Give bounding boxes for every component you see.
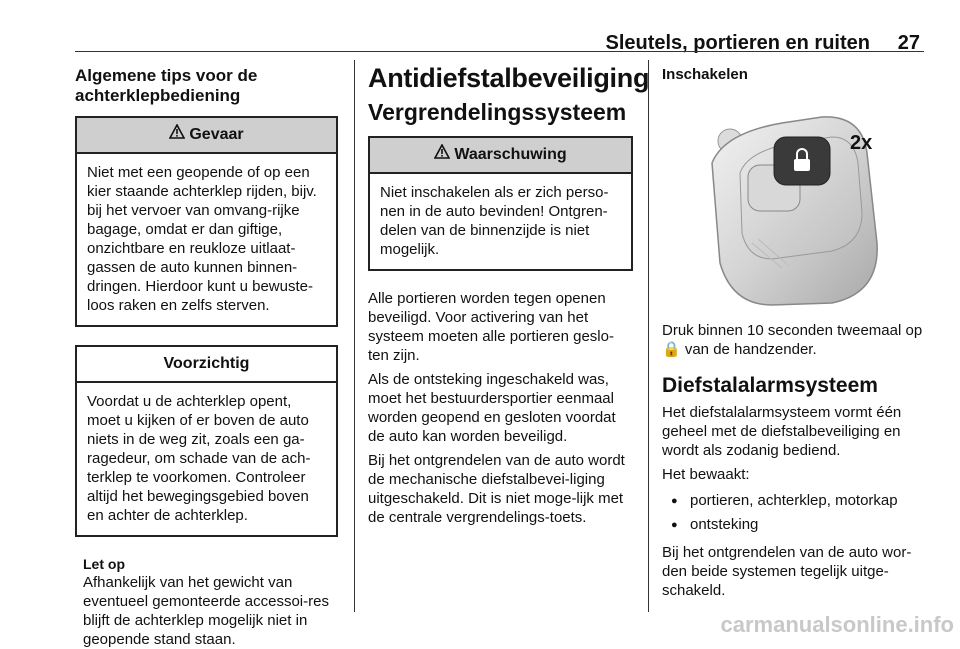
subsection-heading: Inschakelen (662, 66, 748, 83)
note-text: Afhankelijk van het gewicht van eventueel gemonteerde accessoi-res blijft de achterklep mogelijk niet in geopende stand staan. (83, 574, 329, 648)
chapter-heading: Antidiefstalbeveiliging (368, 63, 650, 93)
column-divider (648, 60, 649, 612)
danger-text: Niet met een geopende of op een kier staande achterklep rijden, bijv. bij het vervoer van omvang-rijke bagage, omdat er dan giftige, onzichtbare en reukloze uitlaat-gassen de auto kunnen binnen-dringen. Hierdoor kunt u bewuste-loos raken en zelfs sterven. (87, 164, 317, 314)
danger-label: Gevaar (189, 126, 244, 143)
section-heading: Algemene tips voor de achterklepbediening (75, 66, 258, 105)
paragraph: Bij het ontgrendelen van de auto wordt de mechanische diefstalbevei-liging uitgeschakeld. Dit is niet moge-lijk met de centrale vergrendelings-toets. (368, 452, 625, 526)
paragraph: Bij het ontgrendelen van de auto wor-den beide systemen tegelijk uitge-schakeld. (662, 544, 912, 599)
watermark: carmanualsonline.info (720, 612, 954, 637)
danger-box (75, 116, 338, 327)
list-item: ● portieren, achterklep, motorkap (662, 489, 924, 513)
column-1 (75, 60, 338, 649)
warning-triangle-icon (434, 138, 450, 172)
warning-text: Niet inschakelen als er zich perso-nen in de auto bevinden! Ontgren-delen van de binnenzijde is niet mogelijk. (380, 184, 609, 258)
warning-triangle-icon (169, 118, 185, 152)
column-2 (368, 60, 650, 532)
section-title: Sleutels, portieren en ruiten (605, 32, 870, 54)
bullet-list (662, 489, 924, 537)
column-3 (662, 60, 924, 605)
paragraph: Het diefstalalarmsysteem vormt één geheel met de diefstalbeveiliging en wordt als zodanig bediend. (662, 404, 902, 459)
subsection-heading: Vergrendelingssysteem (368, 99, 627, 125)
section-heading: Diefstalalarmsysteem (662, 374, 878, 397)
instruction-text: Druk binnen 10 seconden tweemaal op 🔒 van de handzender. (662, 322, 923, 358)
caution-text: Voordat u de achterklep opent, moet u kijken of er boven de auto niets in de weg zit, zoals een ga-ragedeur, om schade van de ach-terklep te voorkomen. Controleer altijd het bewegingsgebied boven en achter de achterklep. (87, 393, 311, 524)
note-label: Let op (83, 556, 125, 572)
paragraph: Als de ontsteking ingeschakeld was, moet het bestuurdersportier eenmaal worden geopend en gesloten voordat de auto kan worden beveiligd. (368, 371, 616, 445)
warning-label: Waarschuwing (454, 146, 567, 163)
paragraph: Alle portieren worden tegen openen beveiligd. Voor activering van het systeem moeten alle portieren geslo-ten zijn. (368, 290, 614, 364)
header-rule (75, 51, 924, 52)
paragraph: Het bewaakt: (662, 466, 750, 483)
key-fob-illustration (662, 93, 924, 311)
page-number: 27 (897, 32, 920, 54)
column-divider (354, 60, 355, 612)
press-count-label: 2x (850, 132, 873, 154)
danger-box-header (77, 118, 336, 154)
warning-box (368, 136, 633, 271)
list-item: ● ontsteking (662, 513, 924, 537)
caution-box (75, 345, 338, 537)
warning-box-header (370, 138, 631, 174)
caution-label: Voorzichtig (77, 347, 336, 383)
